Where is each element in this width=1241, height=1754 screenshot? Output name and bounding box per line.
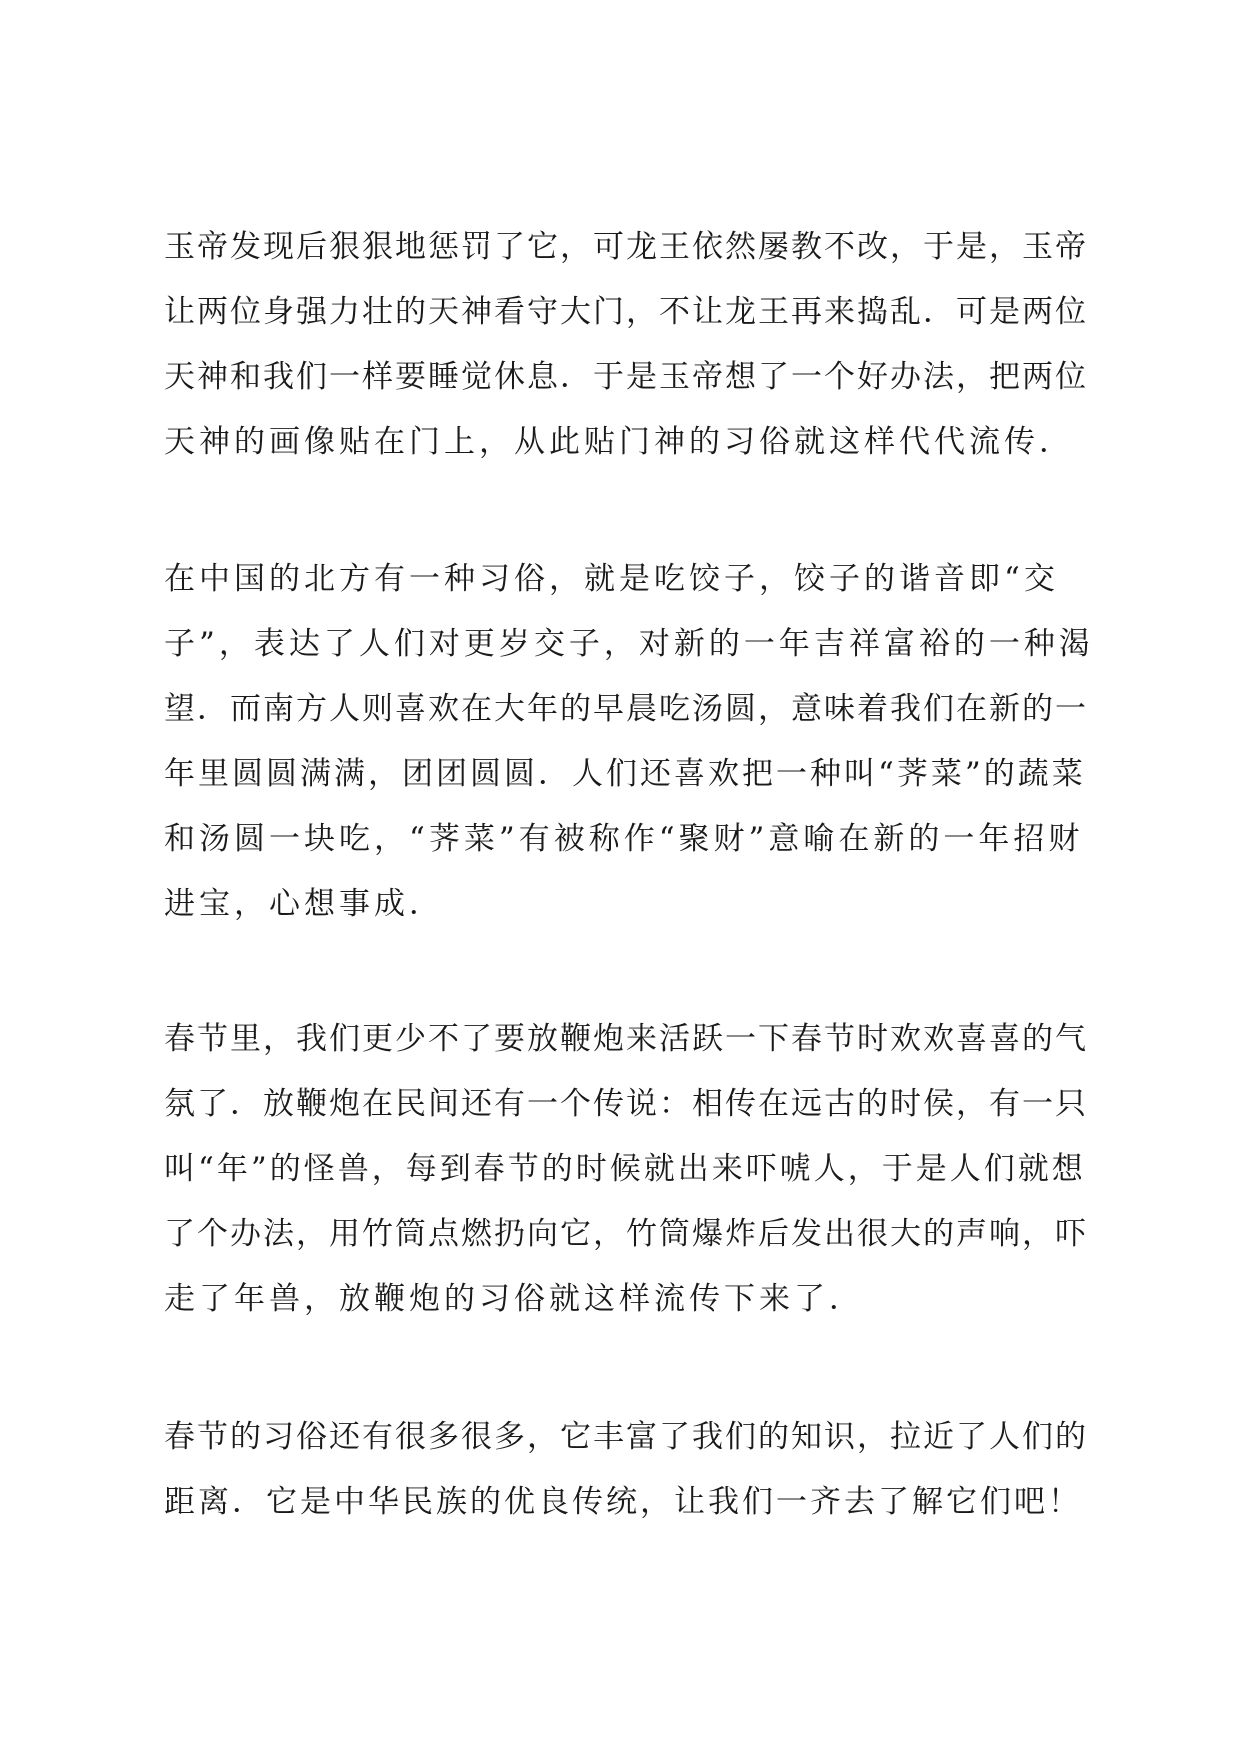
text-line: 春节里，我们更少不了要放鞭炮来活跃一下春节时欢欢喜喜的气 (164, 1021, 1088, 1057)
text-line: 叫“年”的怪兽，每到春节的时候就出来吓唬人，于是人们就想 (164, 1151, 1086, 1187)
text-line: 氛了．放鞭炮在民间还有一个传说：相传在远古的时侯，有一只 (164, 1086, 1088, 1122)
text-line: 让两位身强力壮的天神看守大门，不让龙王再来捣乱．可是两位 (164, 294, 1088, 330)
text-line: 在中国的北方有一种习俗，就是吃饺子，饺子的谐音即“交 (164, 561, 1059, 597)
text-line: 距离．它是中华民族的优良传统，让我们一齐去了解它们吧！ (164, 1484, 1082, 1520)
text-line: 玉帝发现后狠狠地惩罚了它，可龙王依然屡教不改，于是，玉帝 (164, 229, 1088, 265)
paragraph-conclusion (164, 1405, 1094, 1535)
text-line: 子”，表达了人们对更岁交子，对新的一年吉祥富裕的一种渴 (164, 626, 1094, 662)
text-line: 进宝，心想事成． (164, 886, 444, 922)
paragraph-door-gods (164, 215, 1094, 475)
text-line: 天神和我们一样要睡觉休息．于是玉帝想了一个好办法，把两位 (164, 359, 1088, 395)
text-line: 春节的习俗还有很多很多，它丰富了我们的知识，拉近了人们的 (164, 1419, 1088, 1455)
text-line: 走了年兽，放鞭炮的习俗就这样流传下来了． (164, 1281, 864, 1317)
paragraph-dumplings (164, 547, 1094, 937)
paragraph-firecrackers (164, 1007, 1094, 1332)
text-line: 和汤圆一块吃，“荠菜”有被称作“聚财”意喻在新的一年招财 (164, 821, 1084, 857)
text-line: 了个办法，用竹筒点燃扔向它，竹筒爆炸后发出很大的声响，吓 (164, 1216, 1088, 1252)
text-line: 年里圆圆满满，团团圆圆．人们还喜欢把一种叫“荠菜”的蔬菜 (164, 756, 1086, 792)
text-line: 天神的画像贴在门上，从此贴门神的习俗就这样代代流传． (164, 424, 1074, 460)
text-line: 望．而南方人则喜欢在大年的早晨吃汤圆，意味着我们在新的一 (164, 691, 1088, 727)
